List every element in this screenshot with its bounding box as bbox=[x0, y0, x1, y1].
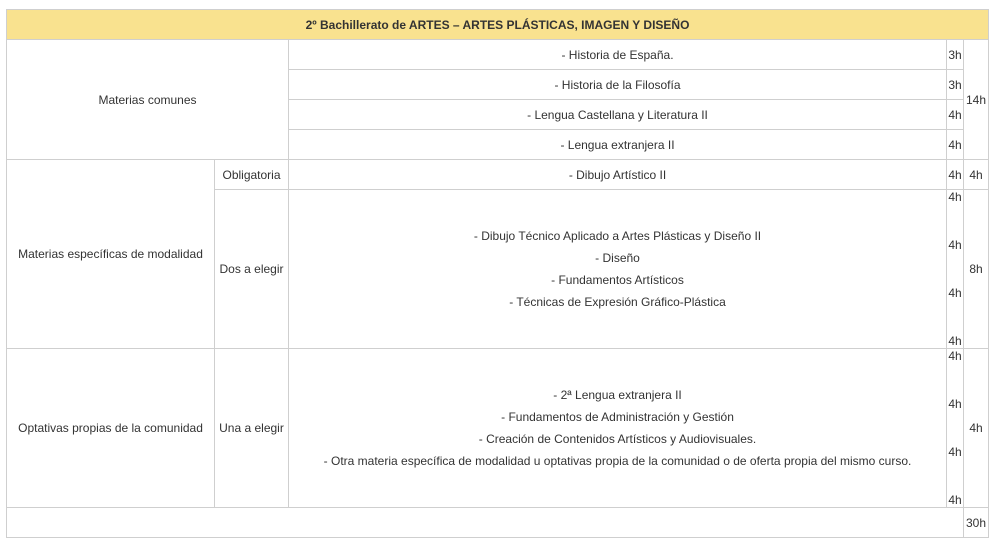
hours-value: 4h bbox=[948, 190, 962, 204]
subject-dibujo-artistico: - Dibujo Artístico II bbox=[289, 160, 947, 190]
hours-value: 4h bbox=[948, 397, 962, 411]
list-item: - Fundamentos de Administración y Gestión bbox=[501, 410, 734, 424]
dos-a-elegir-total-hours: 8h bbox=[964, 190, 989, 349]
obligatoria-total-hours: 4h bbox=[964, 160, 989, 190]
total-row-spacer bbox=[7, 508, 964, 538]
especificas-subject-list bbox=[289, 190, 947, 349]
list-item: - 2ª Lengua extranjera II bbox=[553, 388, 682, 402]
obligatoria-label: Obligatoria bbox=[215, 160, 289, 190]
hours-value: 4h bbox=[948, 238, 962, 252]
hours-lengua-extranjera: 4h bbox=[947, 130, 964, 160]
list-item: - Otra materia específica de modalidad u optativas propia de la comunidad o de oferta propia del mismo curso. bbox=[323, 454, 912, 468]
list-item: - Fundamentos Artísticos bbox=[551, 273, 684, 287]
hours-value: 4h bbox=[948, 334, 962, 348]
subject-lengua-extranjera: - Lengua extranjera II bbox=[289, 130, 947, 160]
hours-value: 4h bbox=[948, 445, 962, 459]
list-item: - Técnicas de Expresión Gráfico-Plástica bbox=[509, 295, 726, 309]
subject-lengua-castellana: - Lengua Castellana y Literatura II bbox=[289, 100, 947, 130]
comunes-total-hours: 14h bbox=[964, 40, 989, 160]
optativas-subject-list bbox=[289, 349, 947, 508]
list-item: - Diseño bbox=[595, 251, 640, 265]
list-item: - Dibujo Técnico Aplicado a Artes Plásticas y Diseño II bbox=[473, 229, 762, 243]
table-title: 2º Bachillerato de ARTES – ARTES PLÁSTICAS, IMAGEN Y DISEÑO bbox=[7, 10, 989, 40]
hours-lengua-castellana: 4h bbox=[947, 100, 964, 130]
list-item: - Creación de Contenidos Artísticos y Audiovisuales. bbox=[478, 432, 757, 446]
dos-a-elegir-label: Dos a elegir bbox=[215, 190, 289, 349]
optativas-hours-cell bbox=[947, 349, 964, 508]
materias-comunes-label: Materias comunes bbox=[7, 40, 289, 160]
especificas-hours-cell bbox=[947, 190, 964, 349]
curriculum-table bbox=[6, 9, 989, 538]
una-a-elegir-label: Una a elegir bbox=[215, 349, 289, 508]
hours-value: 4h bbox=[948, 349, 962, 363]
grand-total-hours: 30h bbox=[964, 508, 989, 538]
hours-dibujo-artistico: 4h bbox=[947, 160, 964, 190]
optativas-total-hours: 4h bbox=[964, 349, 989, 508]
subject-historia-filosofia: - Historia de la Filosofía bbox=[289, 70, 947, 100]
subject-historia-espana: - Historia de España. bbox=[289, 40, 947, 70]
hours-value: 4h bbox=[948, 493, 962, 507]
optativas-label: Optativas propias de la comunidad bbox=[7, 349, 215, 508]
materias-especificas-label: Materias específicas de modalidad bbox=[7, 160, 215, 349]
hours-historia-filosofia: 3h bbox=[947, 70, 964, 100]
hours-value: 4h bbox=[948, 286, 962, 300]
hours-historia-espana: 3h bbox=[947, 40, 964, 70]
